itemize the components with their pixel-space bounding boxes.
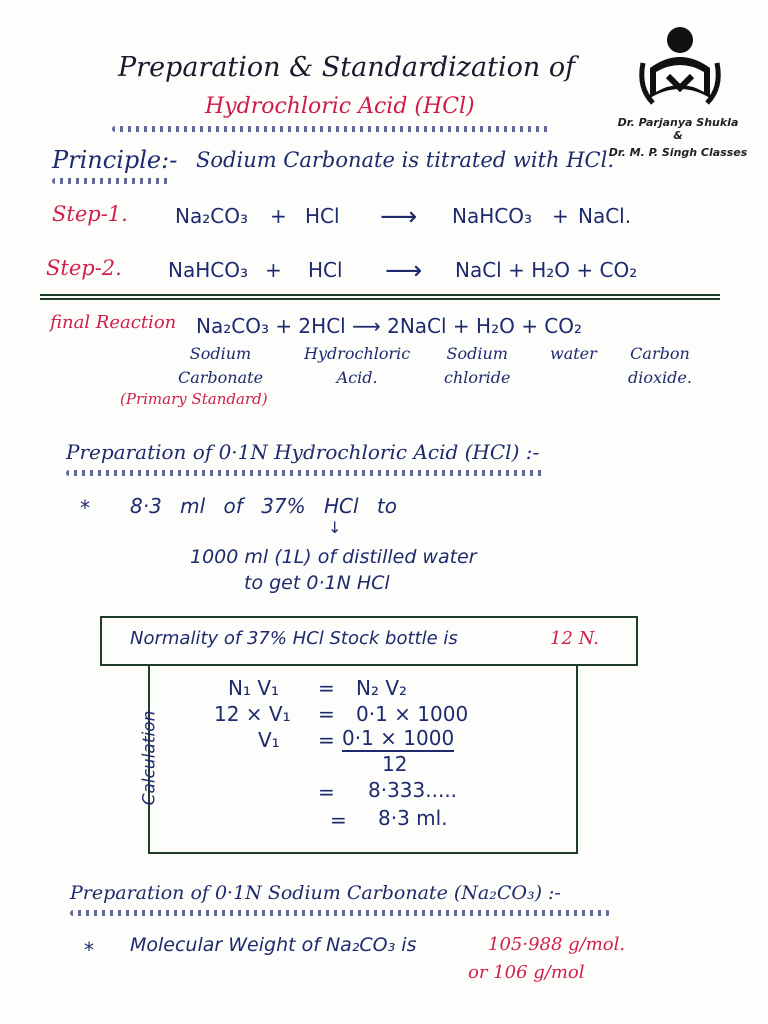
preparation-na2co3-underline xyxy=(70,910,610,916)
divider-2 xyxy=(40,298,720,300)
preparation-hcl-line2: 1000 ml (1L) of distilled water xyxy=(190,546,477,568)
step-1-plus2: + xyxy=(552,204,569,228)
step-2-products: NaCl + H₂O + CO₂ xyxy=(455,258,638,282)
name-carbon-dioxide xyxy=(628,342,692,390)
normality-text: Normality of 37% HCl Stock bottle is xyxy=(130,628,458,649)
principle-text: Sodium Carbonate is titrated with HCl. xyxy=(196,148,615,172)
final-reaction-label: final Reaction xyxy=(50,312,177,333)
calc-row-6-eq: = xyxy=(330,808,347,832)
calculation-box xyxy=(139,664,578,854)
calc-row-5-eq: = xyxy=(318,780,335,804)
calc-row-1-lhs: N₁ V₁ xyxy=(228,676,280,700)
calc-row-6-rhs: 8·3 ml. xyxy=(378,806,448,830)
step-1-product2: NaCl. xyxy=(578,204,632,228)
step-2-arrow: ⟶ xyxy=(385,256,423,286)
calc-row-3-lhs: V₁ xyxy=(258,728,280,752)
name-hydrochloric-acid xyxy=(304,342,410,390)
calc-row-1-eq: = xyxy=(318,676,335,700)
person-reading-book-icon xyxy=(598,18,758,108)
normality-box xyxy=(100,616,638,666)
step-1-plus1: + xyxy=(270,204,287,228)
principle-label: Principle:- xyxy=(52,146,178,174)
calculation-side-label: Calculation xyxy=(139,710,160,806)
step-1-arrow: ⟶ xyxy=(380,202,418,232)
name-line: Sodium xyxy=(189,344,252,363)
primary-standard-note: (Primary Standard) xyxy=(120,390,268,408)
calc-row-1-rhs: N₂ V₂ xyxy=(356,676,408,700)
name-line: chloride xyxy=(444,368,511,387)
calc-row-3-numerator: 0·1 × 1000 xyxy=(342,726,455,750)
preparation-hcl-bullet: * xyxy=(80,496,90,520)
title-underline xyxy=(112,126,552,132)
name-line: Sodium xyxy=(446,344,508,363)
calc-row-2-eq: = xyxy=(318,702,335,726)
calc-row-2-lhs: 12 × V₁ xyxy=(214,702,291,726)
page-subtitle: Hydrochloric Acid (HCl) xyxy=(205,94,475,119)
molecular-weight-value2: or 106 g/mol xyxy=(468,962,585,983)
step-2-reactant1: NaHCO₃ xyxy=(168,258,248,282)
final-reaction-equation: Na₂CO₃ + 2HCl ⟶ 2NaCl + H₂O + CO₂ xyxy=(196,314,583,338)
logo-line2: & xyxy=(673,129,683,142)
step-1-reactant1: Na₂CO₃ xyxy=(175,204,248,228)
calc-row-3-eq: = xyxy=(318,728,335,752)
name-line: Hydrochloric xyxy=(304,344,411,363)
name-water xyxy=(550,342,597,366)
calc-row-5-rhs: 8·333..... xyxy=(368,778,458,802)
preparation-na2co3-bullet: * xyxy=(84,938,94,962)
molecular-weight-value1: 105·988 g/mol. xyxy=(488,934,626,955)
normality-value: 12 N. xyxy=(550,628,599,649)
down-arrow-icon: ↓ xyxy=(328,518,342,537)
step-2-label: Step-2. xyxy=(46,256,122,280)
name-sodium-carbonate xyxy=(178,342,263,390)
step-1-product1: NaHCO₃ xyxy=(452,204,532,228)
page-title: Preparation & Standardization of xyxy=(118,52,576,83)
name-line: Acid. xyxy=(336,368,378,387)
step-2-reactant2: HCl xyxy=(308,258,343,282)
logo-line1: Dr. Parjanya Shukla xyxy=(617,116,739,129)
name-line: dioxide. xyxy=(628,368,692,387)
preparation-na2co3-heading: Preparation of 0·1N Sodium Carbonate (Na₂CO₃) :- xyxy=(70,882,561,904)
logo-line3: Dr. M. P. Singh Classes xyxy=(608,146,748,159)
calc-row-3-denominator: 12 xyxy=(382,752,408,776)
name-sodium-chloride xyxy=(444,342,511,390)
name-line: water xyxy=(550,344,597,363)
preparation-hcl-underline xyxy=(66,470,546,476)
divider-1 xyxy=(40,294,720,296)
step-1-label: Step-1. xyxy=(52,202,128,226)
name-line: Carbon xyxy=(630,344,690,363)
principle-underline xyxy=(52,178,172,184)
preparation-hcl-line3: to get 0·1N HCl xyxy=(244,572,390,594)
logo xyxy=(598,18,758,158)
step-1-reactant2: HCl xyxy=(305,204,340,228)
preparation-hcl-line1: 8·3 ml of 37% HCl to xyxy=(130,494,398,518)
calc-row-2-rhs: 0·1 × 1000 xyxy=(356,702,469,726)
molecular-weight-text: Molecular Weight of Na₂CO₃ is xyxy=(130,934,417,956)
step-2-plus1: + xyxy=(265,258,282,282)
preparation-hcl-heading: Preparation of 0·1N Hydrochloric Acid (HCl) :- xyxy=(66,440,540,464)
name-line: Carbonate xyxy=(178,368,264,387)
